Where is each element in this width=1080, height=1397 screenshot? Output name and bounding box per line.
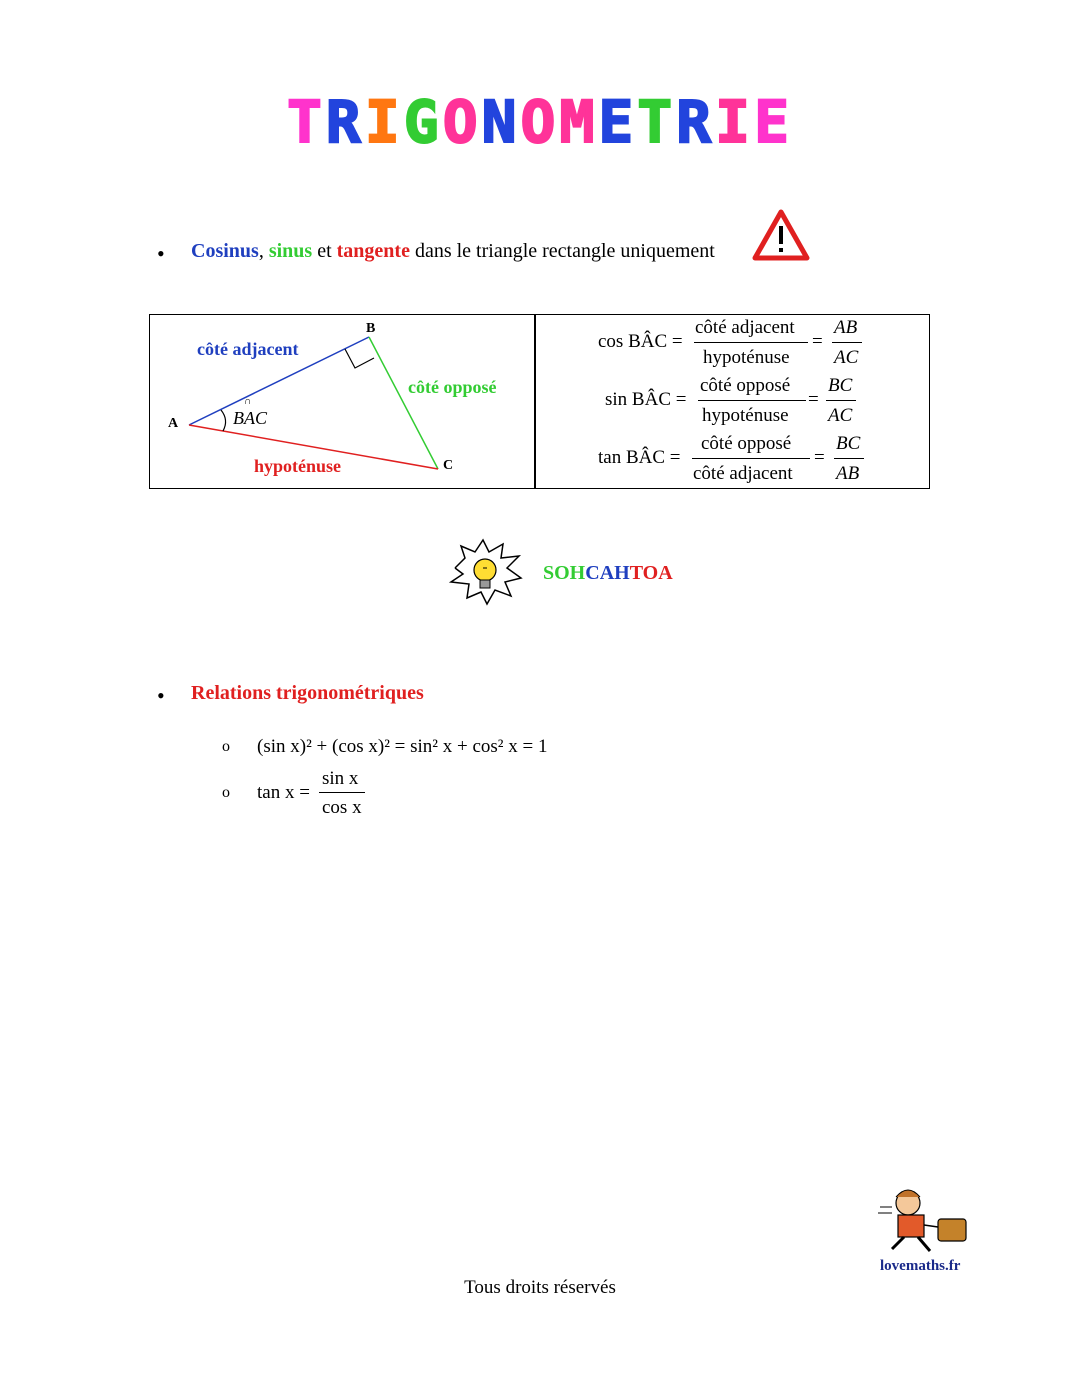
title-letter: I xyxy=(715,88,755,156)
title-letter: I xyxy=(364,88,404,156)
sin-denominator: hypoténuse xyxy=(702,405,789,426)
tan-relation-prefix: tan x = xyxy=(257,782,310,803)
and-word: et xyxy=(317,240,332,262)
sin-ac: AC xyxy=(828,405,853,426)
hypotenuse-label: hypoténuse xyxy=(254,456,342,476)
cos-equals: = xyxy=(812,331,823,352)
bullet: • xyxy=(157,683,165,708)
title-letter: R xyxy=(325,88,365,156)
sin-prefix: sin BÂC = xyxy=(605,389,687,410)
point-a-label: A xyxy=(168,416,179,431)
title-letter: R xyxy=(676,88,716,156)
mascot-logo-icon xyxy=(878,1183,978,1255)
cos-denominator: hypoténuse xyxy=(703,347,790,368)
point-c-label: C xyxy=(443,458,454,473)
angle-arc-mark: ∩ xyxy=(244,396,252,407)
title-letter: T xyxy=(287,88,326,156)
soh-text: SOH xyxy=(543,562,586,584)
adjacent-side-label: côté adjacent xyxy=(197,339,299,359)
section-heading-trig-ratios xyxy=(191,240,715,263)
title-letter: O xyxy=(520,88,560,156)
cos-numerator: côté adjacent xyxy=(695,317,795,338)
site-logo-text: lovemaths.fr xyxy=(880,1258,961,1274)
tan-relation-numerator: sin x xyxy=(322,768,359,789)
sub-bullet: o xyxy=(222,738,230,755)
title-letter: T xyxy=(637,88,677,156)
tan-relation-denominator: cos x xyxy=(322,797,362,818)
point-b-label: B xyxy=(366,321,376,336)
tangente-word: tangente xyxy=(336,240,410,262)
sinus-word: sinus xyxy=(268,240,313,262)
tan-ab: AB xyxy=(836,463,860,484)
tan-bc: BC xyxy=(836,433,861,454)
table-divider xyxy=(534,314,536,489)
opposite-side-label: côté opposé xyxy=(408,377,497,397)
sin-bc: BC xyxy=(828,375,853,396)
warning-triangle-icon xyxy=(752,208,810,262)
bullet: • xyxy=(157,241,165,266)
toa-text: TOA xyxy=(629,562,673,584)
title-letter: M xyxy=(559,88,599,156)
identity-formula: (sin x)² + (cos x)² = sin² x + cos² x = 1 xyxy=(257,736,548,757)
cos-ac: AC xyxy=(834,347,859,368)
page-title xyxy=(0,88,1080,156)
lightbulb-icon xyxy=(447,538,525,608)
cah-text: CAH xyxy=(585,562,630,584)
title-letter: E xyxy=(598,88,638,156)
sub-bullet: o xyxy=(222,784,230,801)
tan-prefix: tan BÂC = xyxy=(598,447,681,468)
sin-equals: = xyxy=(808,389,819,410)
copyright-footer: Tous droits réservés xyxy=(464,1277,616,1298)
title-letter: N xyxy=(481,88,521,156)
comma: , xyxy=(258,240,264,262)
angle-label: BAC xyxy=(233,408,267,428)
title-letter: G xyxy=(403,88,443,156)
cos-prefix: cos BÂC = xyxy=(598,331,683,352)
cos-ab: AB xyxy=(834,317,858,338)
sin-numerator: côté opposé xyxy=(700,375,791,396)
section-heading-relations: Relations trigonométriques xyxy=(191,682,424,704)
title-letter: E xyxy=(754,88,793,156)
title-letter: O xyxy=(442,88,482,156)
tan-denominator: côté adjacent xyxy=(693,463,793,484)
tan-numerator: côté opposé xyxy=(701,433,792,454)
sohcahtoa-mnemonic xyxy=(543,562,673,585)
cosinus-word: Cosinus xyxy=(191,240,259,262)
tan-equals: = xyxy=(814,447,825,468)
heading-rest: dans le triangle rectangle uniquement xyxy=(414,240,715,262)
